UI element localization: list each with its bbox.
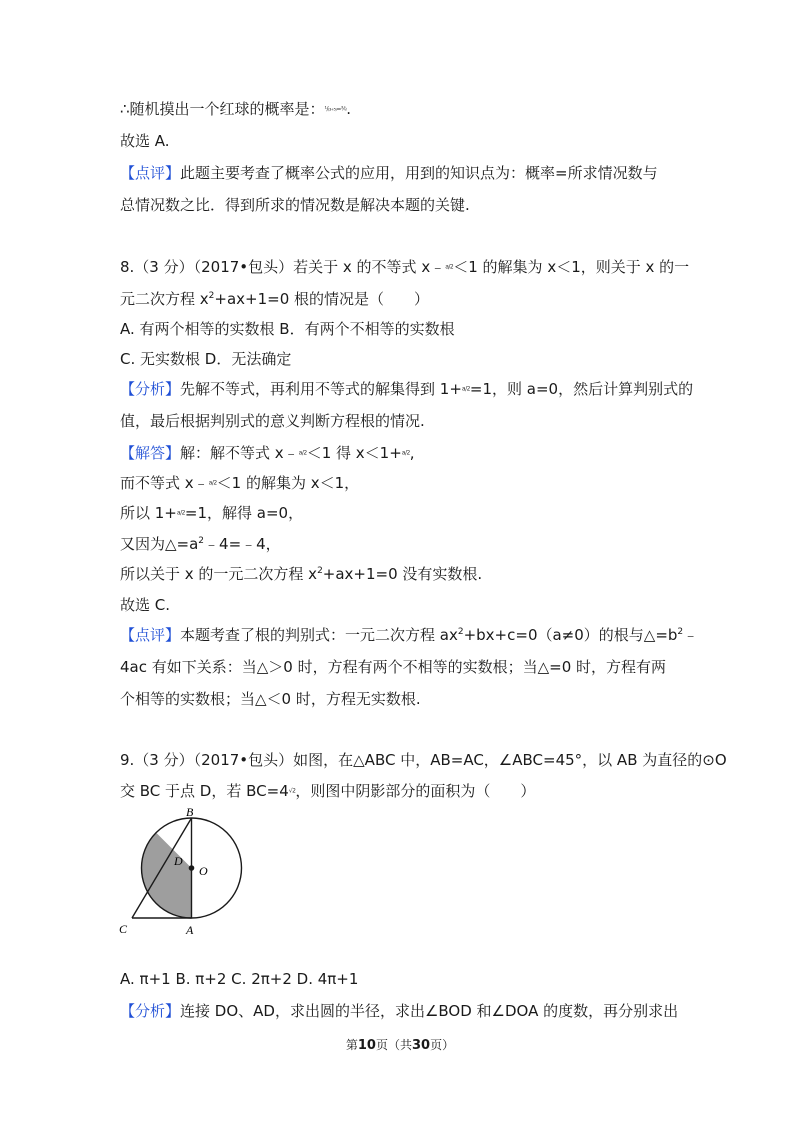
analysis-tag: 【分析】 — [120, 380, 181, 398]
comment-tag: 【点评】 — [120, 626, 181, 644]
page-total: 30 — [412, 1038, 431, 1053]
fraction: a/2 — [298, 449, 307, 457]
question-8-title: 8.（3 分）（2017•包头）若关于 x 的不等式 x﹣a/2＜1 的解集为 x＜1，则关于 x 的一 — [120, 258, 690, 276]
text-line: 而不等式 x﹣a/2＜1 的解集为 x＜1， — [120, 474, 360, 492]
text-line: 交 BC 于点 D，若 BC=4√2，则图中阴影部分的面积为（ ） — [120, 782, 536, 800]
text-line: 总情况数之比．得到所求的情况数是解决本题的关键. — [120, 196, 470, 214]
question-9-title: 9.（3 分）（2017•包头）如图，在△ABC 中，AB=AC，∠ABC=45°，以 AB 为直径的⊙O — [120, 751, 727, 769]
fraction: a/2 — [176, 509, 185, 517]
text-line: 所以 1+a/2=1，解得 a=0， — [120, 504, 304, 522]
geometry-figure — [112, 805, 272, 945]
solution-line: 【解答】解：解不等式 x﹣a/2＜1 得 x＜1+a/2, — [120, 444, 415, 462]
center-point — [189, 865, 195, 871]
label-d: D — [174, 854, 183, 868]
text-line: 【点评】此题主要考查了概率公式的应用，用到的知识点为：概率=所求情况数与 — [120, 164, 658, 182]
analysis-line: 【分析】连接 DO、AD，求出圆的半径，求出∠BOD 和∠DOA 的度数，再分别求出 — [120, 1002, 679, 1020]
text-line: 值，最后根据判别式的意义判断方程根的情况. — [120, 412, 425, 430]
page-footer: 第10页（共30页） — [345, 1038, 455, 1053]
fraction: a/2 — [461, 385, 470, 393]
label-b: B — [186, 805, 194, 819]
text-line: 故选 A. — [120, 132, 170, 150]
comment-tag: 【点评】 — [120, 164, 181, 182]
text-line: 个相等的实数根；当△＜0 时，方程无实数根. — [120, 690, 421, 708]
text-line: 故选 C. — [120, 596, 171, 614]
label-a: A — [186, 923, 194, 937]
label-o: O — [199, 864, 208, 878]
square-root: √2 — [288, 787, 296, 795]
text-line: 又因为$\triangle=a^2﹣4=﹣4$， — [120, 535, 281, 553]
question-8-options-ab: A. 有两个相等的实数根 B．有两个不相等的实数根 — [120, 320, 455, 338]
label-c: C — [119, 922, 128, 936]
question-9-options: A. π+1 B. π+2 C. 2π+2 D. 4π+1 — [120, 970, 359, 988]
page-number: 10 — [357, 1038, 376, 1053]
text-line: ∴随机摸出一个红球的概率是：¹/₍₃₊₅₎=⅜. — [120, 100, 352, 118]
text-line: 4ac 有如下关系：当△＞0 时，方程有两个不相等的实数根；当△=0 时，方程有两 — [120, 658, 667, 676]
text-line: 元二次方程 $x^2+ax+1=0$ 根的情况是（ ） — [120, 290, 430, 308]
question-8-options-cd: C. 无实数根 D．无法确定 — [120, 350, 292, 368]
fraction: a/2 — [208, 479, 217, 487]
fraction: ¹/₍₃₊₅₎=⅜ — [324, 105, 347, 113]
analysis-line: 【分析】先解不等式，再利用不等式的解集得到 1+a/2=1，则 a=0，然后计算判别式的 — [120, 380, 694, 398]
solution-tag: 【解答】 — [120, 444, 181, 462]
text-line: 所以关于 x 的一元二次方程 $x^2+ax+1=0$ 没有实数根. — [120, 565, 483, 583]
fraction: a/2 — [401, 449, 410, 457]
analysis-tag: 【分析】 — [120, 1002, 181, 1020]
fraction: a/2 — [445, 263, 454, 271]
comment-line: 【点评】本题考查了根的判别式：一元二次方程 $ax^2+bx+c=0(a\ne 0)$的根与$\triangle=b^2﹣$ — [120, 626, 699, 644]
